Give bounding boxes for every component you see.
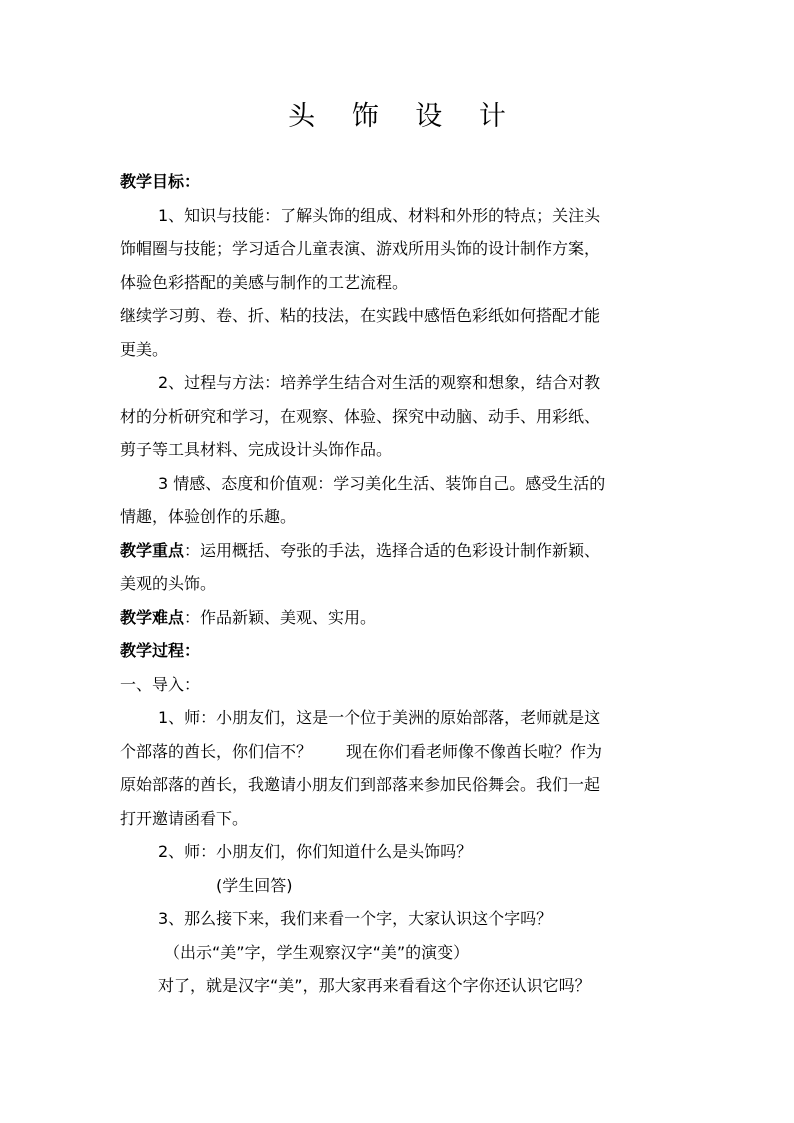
step-1-line-4: 打开邀请函看下。 — [120, 808, 249, 828]
process-heading: 教学过程： — [120, 641, 201, 660]
difficulty-label: 教学难点 — [120, 607, 185, 627]
difficulty-text: ：作品新颖、美观、实用。 — [184, 607, 377, 627]
goal-1b-line-1: 继续学习剪、卷、折、粘的技法，在实践中感悟色彩纸如何搭配才能 — [120, 306, 601, 325]
key-point-line-1 — [120, 534, 680, 568]
step-2-answer: (学生回答) — [216, 875, 293, 895]
goal-3-line-2: 情趣，体验创作的乐趣。 — [120, 507, 297, 526]
step-1-line-3: 原始部落的酋长，我邀请小朋友们到部落来参加民俗舞会。我们一起 — [120, 775, 601, 794]
difficulty-line — [120, 601, 680, 635]
key-point-label: 教学重点 — [120, 540, 185, 560]
goal-1b-line-2: 更美。 — [120, 339, 169, 359]
goals-heading: 教学目标： — [120, 172, 201, 191]
step-1-line-2a: 个部落的酋长，你们信不？ — [120, 741, 313, 761]
step-3-note: （出示“美”字，学生观察汉字“美”的演变） — [164, 942, 470, 962]
goal-3-line-1: 3 情感、态度和价值观：学习美化生活、装饰自己。感受生活的 — [158, 473, 606, 493]
key-point-line-2: 美观的头饰。 — [120, 574, 217, 593]
goal-2-line-3: 剪子等工具材料、完成设计头饰作品。 — [120, 440, 393, 459]
step-2: 2、师：小朋友们，你们知道什么是头饰吗？ — [158, 842, 473, 861]
step-1-line-1: 1、师：小朋友们，这是一个位于美洲的原始部落，老师就是这 — [158, 708, 601, 727]
document-body — [120, 165, 680, 1003]
step-1-line-2 — [120, 735, 680, 769]
goal-1-line-3: 体验色彩搭配的美感与制作的工艺流程。 — [120, 272, 409, 292]
step-3-follow: 对了，就是汉字“美”，那大家再来看看这个字你还认识它吗？ — [158, 976, 591, 995]
goal-1-line-2: 饰帽圈与技能；学习适合儿童表演、游戏所用头饰的设计制作方案， — [120, 239, 601, 258]
goal-1-line-1: 1、知识与技能：了解头饰的组成、材料和外形的特点；关注头 — [158, 205, 601, 225]
document-title: 头 饰 设 计 — [288, 101, 520, 132]
step-3: 3、那么接下来，我们来看一个字，大家认识这个字吗？ — [158, 909, 553, 928]
key-point-text: ：运用概括、夸张的手法，选择合适的色彩设计制作新颖、 — [184, 540, 601, 560]
step-1-line-2b: 现在你们看老师像不像酋长啦？作为 — [346, 741, 603, 761]
goal-2-line-1: 2、过程与方法：培养学生结合对生活的观察和想象，结合对教 — [158, 373, 601, 392]
goal-2-line-2: 材的分析研究和学习，在观察、体验、探究中动脑、动手、用彩纸、 — [120, 406, 601, 426]
section-1-heading: 一、导入： — [120, 674, 201, 694]
